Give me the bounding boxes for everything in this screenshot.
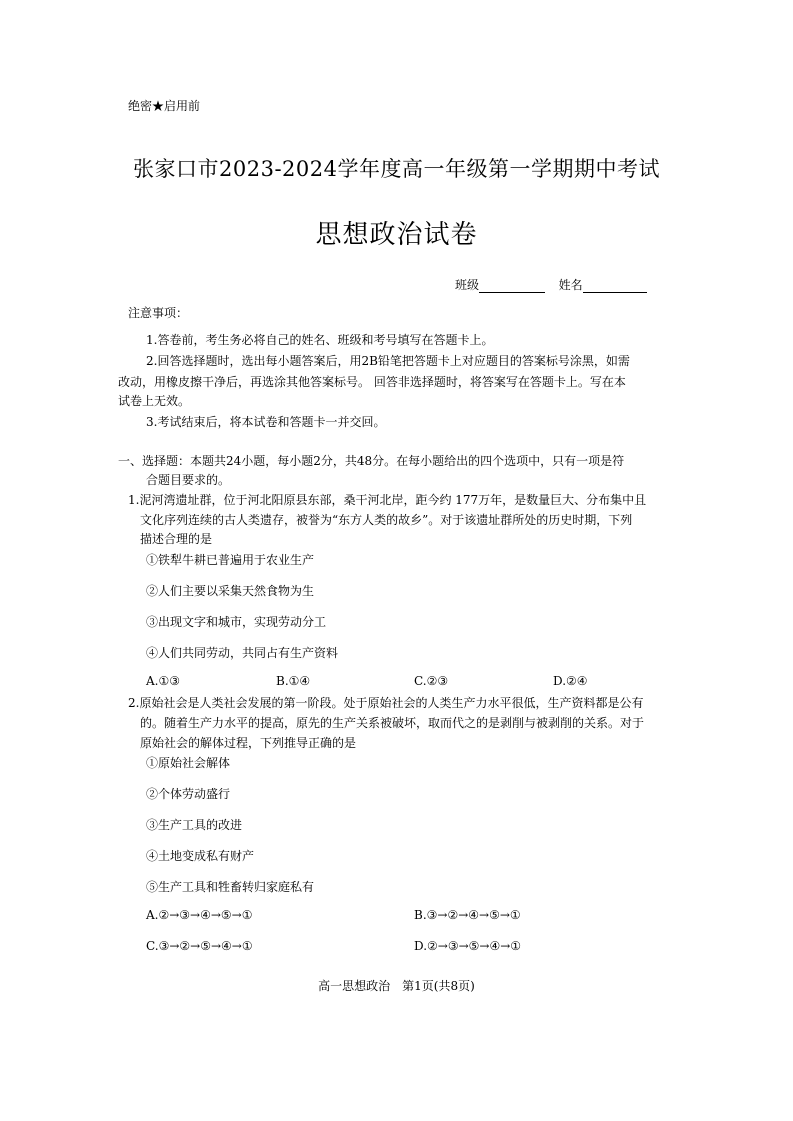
notice-item-continued: 改动，用橡皮擦干净后，再选涂其他答案标号。 回答非选择题时，将答案写在答题卡上。写在本 [118, 375, 626, 389]
question-1-stem: 1.泥河湾遗址群，位于河北阳原县东部，桑干河北岸，距今约 177万年，是数量巨大、分布集中且 [128, 493, 647, 507]
question-2-stem: 2.原始社会是人类社会发展的第一阶段。处于原始社会的人类生产力水平很低，生产资料都是公有 [128, 696, 644, 710]
question-1-statement: ④人们共同劳动，共同占有生产资料 [146, 646, 339, 660]
section-heading-continued: 合题目要求的。 [146, 473, 231, 487]
question-2-stem: 原始社会的解体过程，下列推导正确的是 [140, 736, 357, 750]
notice-item: 3.考试结束后，将本试卷和答题卡一并交回。 [146, 415, 386, 429]
section-heading: 一、选择题：本题共24小题，每小题2分，共48分。在每小题给出的四个选项中，只有一项是符 [118, 454, 625, 468]
question-2-option-b: B.③→②→④→⑤→① [414, 908, 521, 922]
question-1-stem: 文化序列连续的古人类遗存，被誉为“东方人类的故乡”。对于该遗址群所处的历史时期，下列 [140, 513, 633, 527]
confidential-mark: 绝密★启用前 [128, 99, 201, 113]
notice-item: 2.回答选择题时，选出每小题答案后，用2B铅笔把答题卡上对应题目的答案标号涂黑，如需 [146, 354, 630, 368]
question-2-statement: ①原始社会解体 [146, 756, 231, 770]
question-1-statement: ②人们主要以采集天然食物为生 [146, 584, 315, 598]
question-1-option-c: C.②③ [414, 674, 449, 688]
subject-title: 思想政治试卷 [315, 220, 478, 250]
question-2-option-c: C.③→②→⑤→④→① [146, 939, 253, 953]
question-1-option-a: A.①③ [146, 674, 180, 688]
question-1-statement: ①铁犁牛耕已普遍用于农业生产 [146, 553, 315, 567]
class-blank [479, 280, 545, 293]
question-2-statement: ④土地变成私有财产 [146, 849, 255, 863]
exam-title: 张家口市2023-2024学年度高一年级第一学期期中考试 [133, 157, 660, 181]
question-1-stem: 描述合理的是 [140, 532, 213, 546]
student-info-fields [455, 276, 647, 293]
question-2-statement: ②个体劳动盛行 [146, 787, 231, 801]
question-2-stem: 的。随着生产力水平的提高，原先的生产关系被破坏，取而代之的是剥削与被剥削的关系。对于 [140, 716, 645, 730]
question-2-statement: ③生产工具的改进 [146, 818, 243, 832]
name-blank [583, 280, 647, 293]
question-1-option-b: B.①④ [276, 674, 311, 688]
question-2-option-d: D.②→③→⑤→④→① [414, 939, 522, 953]
class-label: 班级 [455, 278, 480, 292]
name-label: 姓名 [558, 278, 583, 292]
notice-item: 1.答卷前，考生务必将自己的姓名、班级和考号填写在答题卡上。 [146, 333, 494, 347]
notice-title: 注意事项： [128, 306, 189, 320]
page-footer: 高一思想政治 第1页(共8页) [318, 979, 475, 993]
question-1-statement: ③出现文字和城市，实现劳动分工 [146, 615, 327, 629]
question-2-statement: ⑤生产工具和牲畜转归家庭私有 [146, 880, 315, 894]
notice-item-continued: 试卷上无效。 [118, 394, 191, 408]
question-2-option-a: A.②→③→④→⑤→① [146, 908, 253, 922]
question-1-option-d: D.②④ [553, 674, 588, 688]
